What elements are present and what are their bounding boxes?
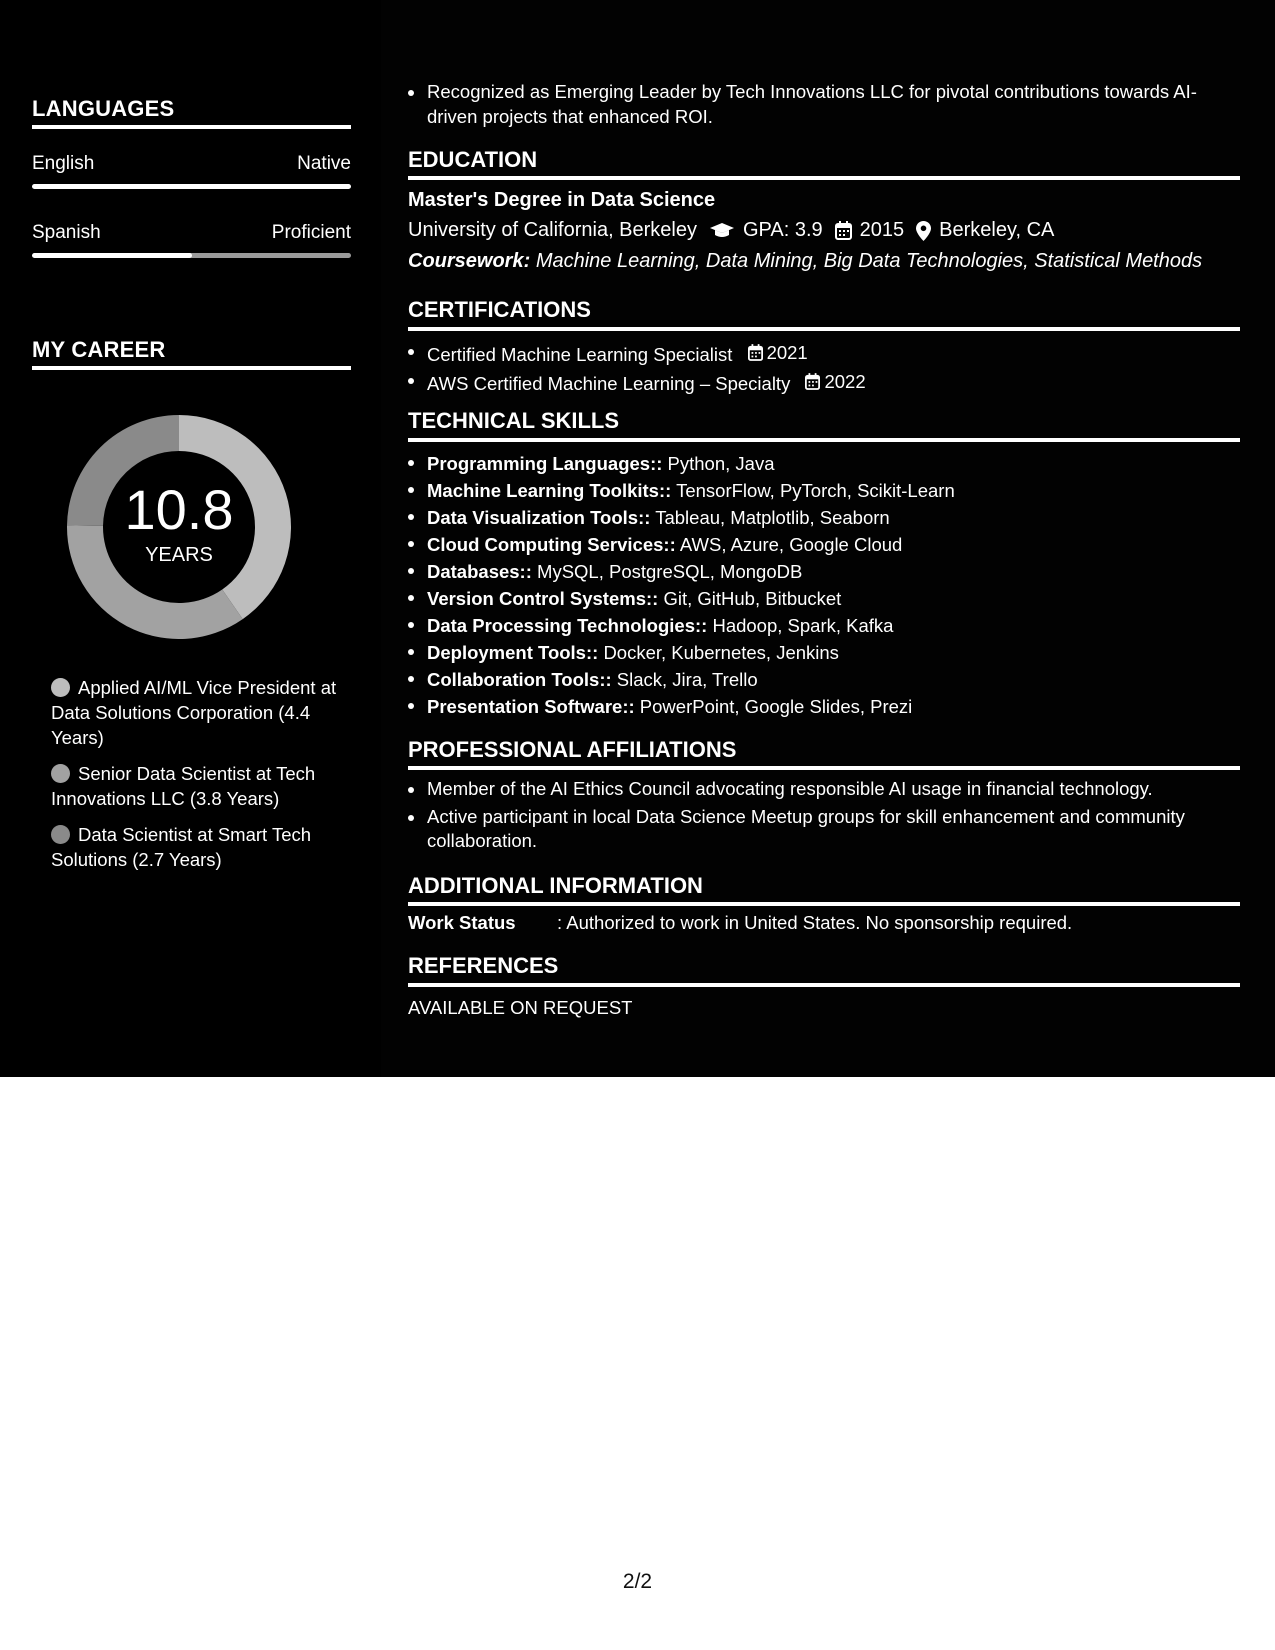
career-item-text: Data Scientist at Smart Tech Solutions (2.7 Years): [51, 824, 312, 870]
skills-title: TECHNICAL SKILLS: [408, 408, 620, 433]
career-item-text: Senior Data Scientist at Tech Innovations LLC (3.8 Years): [51, 763, 316, 809]
career-item: [51, 761, 341, 811]
work-status-label: Work Status: [408, 912, 516, 933]
skill-value: Slack, Jira, Trello: [616, 669, 758, 690]
page-number: 2/2: [622, 1570, 653, 1593]
experience-bullets: [408, 80, 1228, 129]
skill-value: Docker, Kubernetes, Jenkins: [603, 642, 839, 663]
career-item-dot: [51, 825, 70, 844]
career-item: [51, 822, 341, 872]
education-gpa: GPA: 3.9: [743, 219, 823, 241]
skill-item: [408, 477, 1228, 504]
affiliation-item: Member of the AI Ethics Council advocating responsible AI usage in financial technology.: [408, 777, 1228, 802]
career-item-text: Applied AI/ML Vice President at Data Solutions Corporation (4.4 Years): [51, 677, 337, 748]
skill-value: Git, GitHub, Bitbucket: [663, 588, 842, 609]
calendar-icon: [748, 344, 763, 361]
skill-label: Data Processing Technologies::: [427, 615, 708, 636]
skill-label: Presentation Software::: [427, 696, 635, 717]
coursework-label: Coursework:: [408, 250, 531, 272]
certifications-title: CERTIFICATIONS: [408, 297, 591, 322]
skill-label: Programming Languages::: [427, 453, 663, 474]
skill-value: TensorFlow, PyTorch, Scikit-Learn: [676, 480, 955, 501]
language-bar-fill: [32, 253, 192, 258]
skills-list: [408, 450, 1228, 720]
skill-value: MySQL, PostgreSQL, MongoDB: [537, 561, 803, 582]
skill-value: Tableau, Matplotlib, Seaborn: [655, 507, 890, 528]
skill-value: AWS, Azure, Google Cloud: [679, 534, 903, 555]
location-pin-icon: [916, 221, 931, 241]
certification-year: 2021: [766, 342, 808, 363]
career-item-dot: [51, 678, 70, 697]
skill-item: [408, 612, 1228, 639]
certification-name: AWS Certified Machine Learning – Specialty: [427, 373, 791, 394]
language-bar-spanish: [32, 253, 351, 258]
references-title: REFERENCES: [408, 953, 559, 978]
career-title: MY CAREER: [32, 337, 166, 362]
career-donut-chart: [67, 415, 291, 639]
affiliations-list: [408, 777, 1228, 854]
skill-item: [408, 639, 1228, 666]
language-name: English: [32, 153, 95, 174]
language-bar-fill: [32, 184, 351, 189]
languages-title: LANGUAGES: [32, 96, 175, 121]
graduation-cap-icon: [709, 222, 735, 240]
affiliations-rule: [408, 766, 1240, 770]
certification-year: 2022: [824, 371, 866, 392]
education-year: 2015: [859, 219, 905, 241]
work-status-value: : Authorized to work in United States. No sponsorship required.: [557, 912, 1073, 933]
language-level: Native: [297, 153, 351, 174]
languages-rule: [32, 125, 351, 129]
skill-value: PowerPoint, Google Slides, Prezi: [639, 696, 913, 717]
language-bar-english: [32, 184, 351, 189]
skill-label: Deployment Tools::: [427, 642, 599, 663]
education-location: Berkeley, CA: [939, 219, 1055, 241]
skill-value: Hadoop, Spark, Kafka: [712, 615, 894, 636]
education-coursework: [408, 250, 1202, 273]
skill-value: Python, Java: [667, 453, 775, 474]
language-row-spanish: [32, 222, 351, 244]
skill-label: Databases::: [427, 561, 532, 582]
certifications-rule: [408, 327, 1240, 331]
career-item: [51, 675, 341, 750]
skill-label: Cloud Computing Services::: [427, 534, 676, 555]
education-school: University of California, Berkeley: [408, 219, 697, 241]
language-name: Spanish: [32, 222, 101, 243]
skill-label: Data Visualization Tools::: [427, 507, 651, 528]
skill-item: [408, 558, 1228, 585]
references-text: AVAILABLE ON REQUEST: [408, 997, 633, 1018]
references-rule: [408, 983, 1240, 987]
certification-item: [408, 368, 1228, 397]
experience-bullet: Recognized as Emerging Leader by Tech Innovations LLC for pivotal contributions towards AI-driven projects that enhanced ROI.: [408, 80, 1228, 129]
calendar-icon: [835, 221, 852, 240]
skill-item: [408, 531, 1228, 558]
career-total-years: 10.8: [124, 477, 234, 541]
additional-info-title: ADDITIONAL INFORMATION: [408, 873, 703, 898]
sidebar: [0, 0, 381, 1077]
certification-name: Certified Machine Learning Specialist: [427, 344, 733, 365]
skill-item: [408, 693, 1228, 720]
certification-item: [408, 339, 1228, 368]
skill-item: [408, 450, 1228, 477]
career-item-dot: [51, 764, 70, 783]
education-title: EDUCATION: [408, 147, 538, 172]
career-rule: [32, 366, 351, 370]
skill-item: [408, 666, 1228, 693]
affiliations-title: PROFESSIONAL AFFILIATIONS: [408, 737, 737, 762]
additional-info-rule: [408, 902, 1240, 906]
calendar-icon: [805, 373, 820, 390]
skills-rule: [408, 438, 1240, 442]
language-level: Proficient: [271, 222, 351, 243]
work-status: [408, 912, 1072, 934]
education-degree: Master's Degree in Data Science: [408, 189, 716, 211]
coursework-text: Machine Learning, Data Mining, Big Data Technologies, Statistical Methods: [535, 250, 1203, 272]
skill-item: [408, 585, 1228, 612]
skill-label: Machine Learning Toolkits::: [427, 480, 672, 501]
affiliation-item: Active participant in local Data Science Meetup groups for skill enhancement and community collaboration.: [408, 805, 1228, 854]
certifications-list: [408, 339, 1228, 397]
skill-label: Collaboration Tools::: [427, 669, 612, 690]
education-rule: [408, 176, 1240, 180]
language-row-english: [32, 153, 351, 175]
skill-label: Version Control Systems::: [427, 588, 659, 609]
education-details: [408, 219, 1054, 242]
skill-item: [408, 504, 1228, 531]
career-years-label: YEARS: [145, 543, 213, 566]
career-donut-center: [67, 415, 291, 639]
